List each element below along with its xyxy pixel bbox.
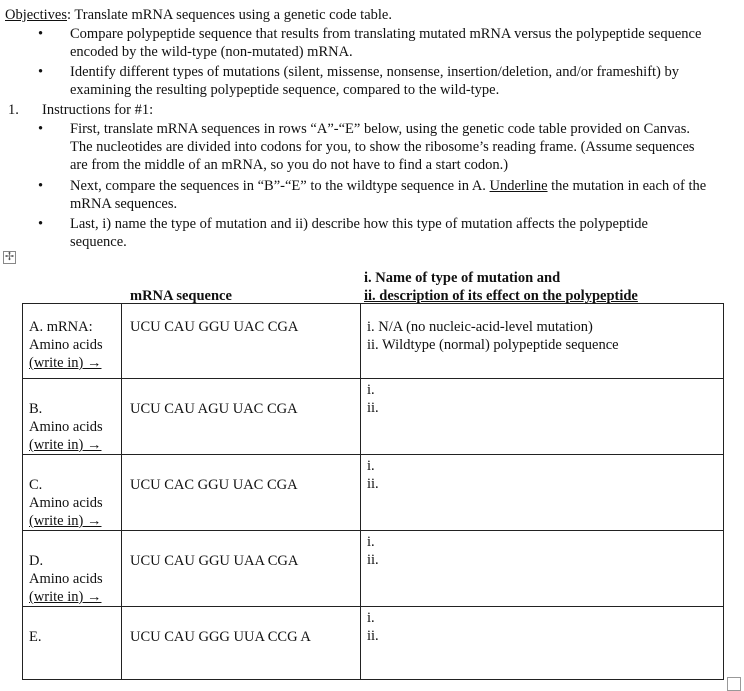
mrna-sequence: UCU CAU GGU UAC CGA (130, 319, 299, 335)
instruction-3: Last, i) name the type of mutation and ii) describe how this type of mutation affects the polypeptide sequence. (70, 216, 648, 250)
mutation-answer-cell[interactable] (361, 455, 724, 531)
objective-2: Identify different types of mutations (silent, missense, nonsense, insertion/deletion, and/or frameshift) by examining the resulting polypeptide sequence, compared to the wild-type. (70, 64, 679, 98)
answer-ii: ii. Wildtype (normal) polypeptide sequence (367, 337, 619, 353)
mutation-answer-cell[interactable] (361, 304, 724, 379)
mutation-table (22, 303, 724, 680)
mutation-answer-cell[interactable] (361, 531, 724, 607)
row-label: A. mRNA: (29, 319, 93, 335)
bullet: • (38, 26, 44, 42)
mrna-sequence-cell (122, 379, 361, 455)
write-in-label: (write in) → (29, 513, 102, 529)
table-row (23, 379, 724, 455)
instruction-1: First, translate mRNA sequences in rows “A”-“E” below, using the genetic code table provided on Canvas. The nucleotides are divided into codons for you, to show the ribosome’s reading frame. (Assume sequences are from the middle of an mRNA, so you do not have to find a start codon.) (70, 121, 695, 173)
row-label: E. (29, 629, 42, 645)
instruction-2-pre: Next, compare the sequences in “B”-“E” to the wildtype sequence in A. (70, 178, 490, 194)
mrna-sequence: UCU CAC GGU UAC CGA (130, 477, 298, 493)
table-move-handle-icon[interactable]: ✢ (4, 251, 15, 263)
answer-i: i. N/A (no nucleic-acid-level mutation) (367, 319, 593, 335)
mrna-sequence-cell (122, 607, 361, 680)
bullet: • (38, 178, 44, 194)
answer-ii: ii. (367, 552, 379, 568)
write-in-label: (write in) → (29, 355, 102, 371)
table-row (23, 607, 724, 680)
mrna-sequence: UCU CAU GGU UAA CGA (130, 553, 299, 569)
table-row (23, 455, 724, 531)
row-label-cell (23, 607, 122, 680)
amino-acids-label: Amino acids (29, 337, 103, 353)
answer-i: i. (367, 610, 375, 626)
header-mutation-line2: ii. description of its effect on the polypeptide (364, 288, 638, 304)
row-label-cell (23, 304, 122, 379)
table-row (23, 304, 724, 379)
objective-1: Compare polypeptide sequence that results from translating mutated mRNA versus the polypeptide sequence encoded by the wild-type (non-mutated) mRNA. (70, 26, 702, 60)
answer-ii: ii. (367, 628, 379, 644)
bullet: • (38, 216, 44, 232)
objectives-text: : Translate mRNA sequences using a genetic code table. (67, 7, 392, 23)
header-mrna-sequence: mRNA sequence (130, 288, 232, 304)
row-label: B. (29, 401, 43, 417)
mrna-sequence: UCU CAU GGG UUA CCG A (130, 629, 311, 645)
mrna-sequence: UCU CAU AGU UAC CGA (130, 401, 298, 417)
header-mutation-line1: i. Name of type of mutation and (364, 270, 561, 286)
amino-acids-label: Amino acids (29, 495, 103, 511)
mrna-sequence-cell (122, 531, 361, 607)
answer-i: i. (367, 458, 375, 474)
amino-acids-label: Amino acids (29, 571, 103, 587)
bullet: • (38, 64, 44, 80)
amino-acids-label: Amino acids (29, 419, 103, 435)
row-label-cell (23, 379, 122, 455)
instructions-title: Instructions for #1: (42, 102, 154, 118)
underline-word: Underline (489, 178, 548, 194)
instruction-2 (70, 177, 710, 213)
mutation-answer-cell[interactable] (361, 607, 724, 680)
objectives-label: Objectives (5, 7, 68, 23)
mutation-answer-cell[interactable] (361, 379, 724, 455)
row-label-cell (23, 455, 122, 531)
row-label: D. (29, 553, 44, 569)
mrna-sequence-cell (122, 455, 361, 531)
instruction-2-post: the mutation in each of the mRNA sequences. (70, 178, 707, 212)
write-in-label: (write in) → (29, 589, 102, 605)
table-row (23, 531, 724, 607)
write-in-label: (write in) → (29, 437, 102, 453)
mrna-sequence-cell (122, 304, 361, 379)
objectives-line (5, 6, 392, 24)
row-label: C. (29, 477, 43, 493)
answer-ii: ii. (367, 476, 379, 492)
list-number: 1. (8, 102, 19, 118)
bullet: • (38, 121, 44, 137)
answer-i: i. (367, 382, 375, 398)
row-label-cell (23, 531, 122, 607)
answer-i: i. (367, 534, 375, 550)
answer-ii: ii. (367, 400, 379, 416)
